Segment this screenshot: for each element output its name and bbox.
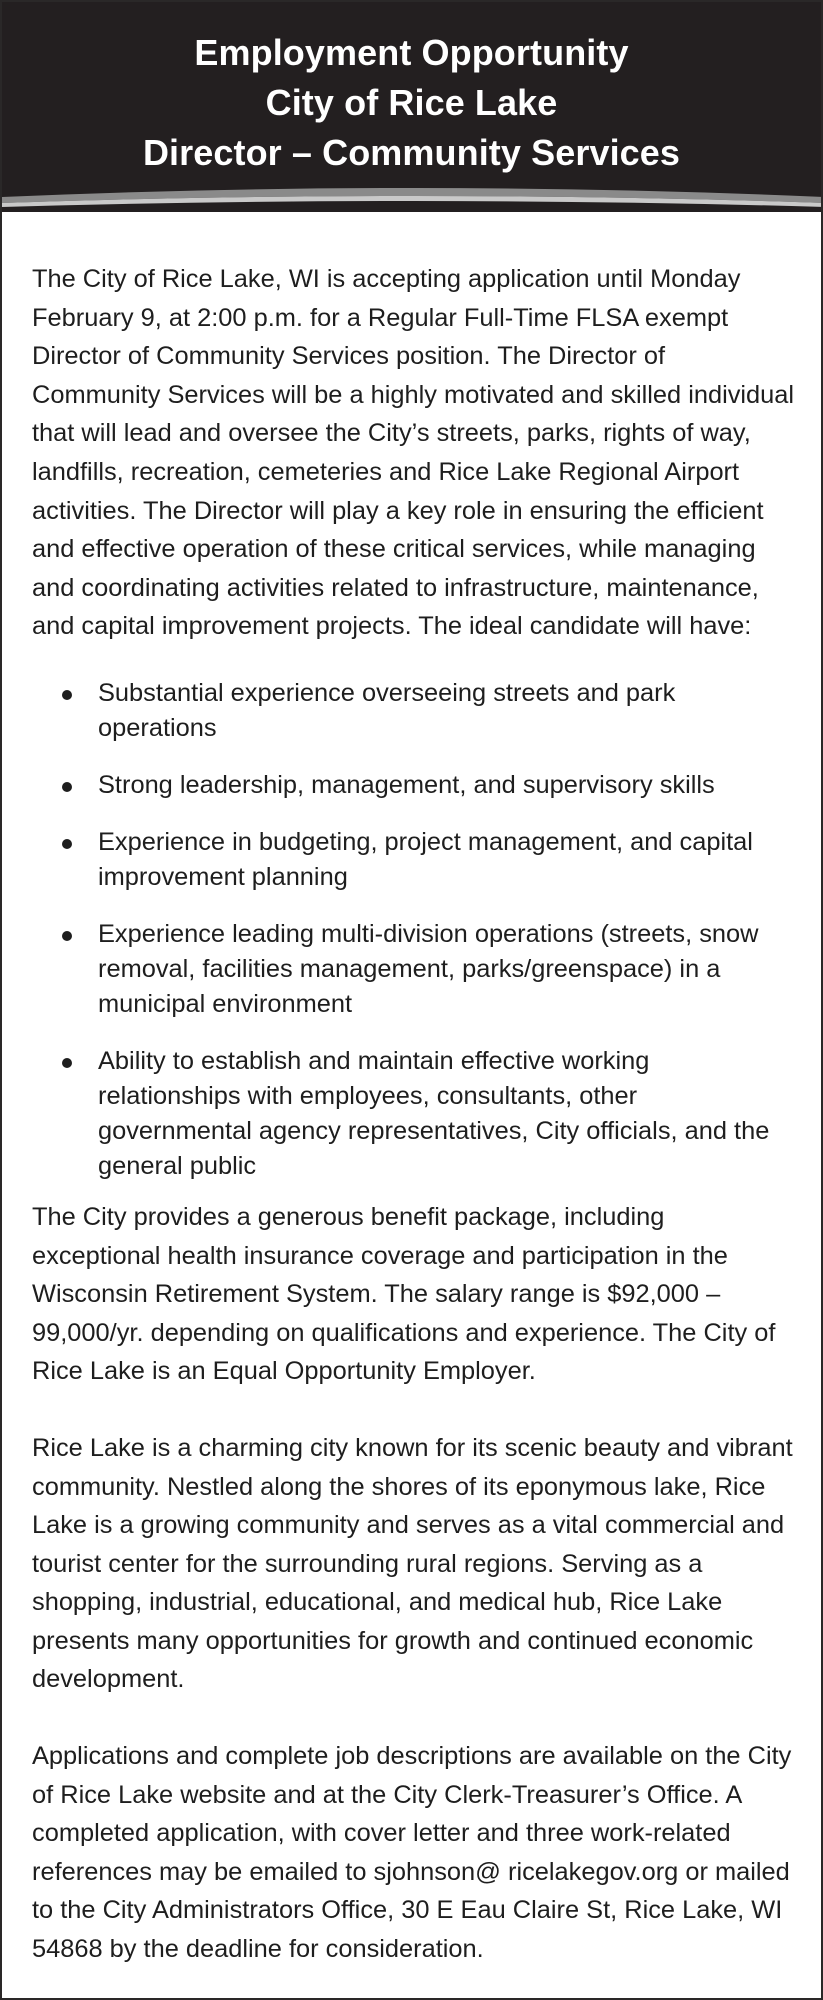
ad-body bbox=[32, 260, 795, 1969]
ad-header bbox=[2, 2, 821, 212]
qualification-item bbox=[32, 768, 795, 803]
paragraph-spacer bbox=[32, 1391, 795, 1429]
qualification-text: Experience in budgeting, project management, and capital improvement planning bbox=[98, 827, 753, 891]
paragraph-spacer bbox=[32, 1699, 795, 1737]
qualification-item bbox=[32, 676, 795, 746]
intro-paragraph: The City of Rice Lake, WI is accepting application until Monday February 9, at 2:00 p.m. for a Regular Full-Time FLSA exempt Director of Community Services position. The Director of Community Services will be a highly motivated and skilled individual that will lead and oversee the City’s streets, parks, rights of way, landfills, recreation, cemeteries and Rice Lake Regional Airport activities. The Director will play a key role in ensuring the efficient and effective operation of these critical services, while managing and coordinating activities related to infrastructure, maintenance, and capital improvement projects. The ideal candidate will have: bbox=[32, 265, 795, 641]
bullet-icon bbox=[62, 690, 72, 700]
ad-title-block bbox=[2, 28, 821, 178]
qualification-item bbox=[32, 825, 795, 895]
benefits-paragraph: The City provides a generous benefit package, including exceptional health insurance coverage and participation in the Wisconsin Retirement System. The salary range is $92,000 – 99,000/yr. depending on qualifications and experience. The City of Rice Lake is an Equal Opportunity Employer. bbox=[32, 1202, 776, 1386]
bullet-icon bbox=[62, 931, 72, 941]
bullet-icon bbox=[62, 1058, 72, 1068]
header-curve-divider bbox=[2, 187, 823, 219]
bullet-icon bbox=[62, 839, 72, 849]
bullet-icon bbox=[62, 782, 72, 792]
qualification-text: Strong leadership, management, and supervisory skills bbox=[98, 770, 715, 799]
ad-title: Employment Opportunity bbox=[194, 32, 629, 73]
qualification-text: Experience leading multi-division operations (streets, snow removal, facilities management, parks/greenspace) in a municipal environment bbox=[98, 919, 759, 1018]
qualification-text: Ability to establish and maintain effective working relationships with employees, consultants, other governmental agency representatives, City officials, and the general public bbox=[98, 1046, 770, 1180]
qualifications-list bbox=[32, 676, 795, 1184]
qualification-item bbox=[32, 1044, 795, 1184]
qualification-text: Substantial experience overseeing streets and park operations bbox=[98, 678, 676, 742]
qualification-item bbox=[32, 917, 795, 1022]
employer-name: City of Rice Lake bbox=[265, 82, 558, 123]
community-paragraph: Rice Lake is a charming city known for its scenic beauty and vibrant community. Nestled along the shores of its eponymous lake, Rice Lake is a growing community and serves as a vital commercial and tourist center for the surrounding rural regions. Serving as a shopping, industrial, educational, and medical hub, Rice Lake presents many opportunities for growth and continued economic development. bbox=[32, 1433, 793, 1694]
applications-paragraph: Applications and complete job descriptions are available on the City of Rice Lake website and at the City Clerk-Treasurer’s Office. A completed application, with cover letter and three work-related references may be emailed to sjohnson@ ricelakegov.org or mailed to the City Administrators Office, 30 E Eau Claire St, Rice Lake, WI 54868 by the deadline for consideration. bbox=[32, 1742, 792, 1964]
position-title: Director – Community Services bbox=[142, 132, 681, 173]
